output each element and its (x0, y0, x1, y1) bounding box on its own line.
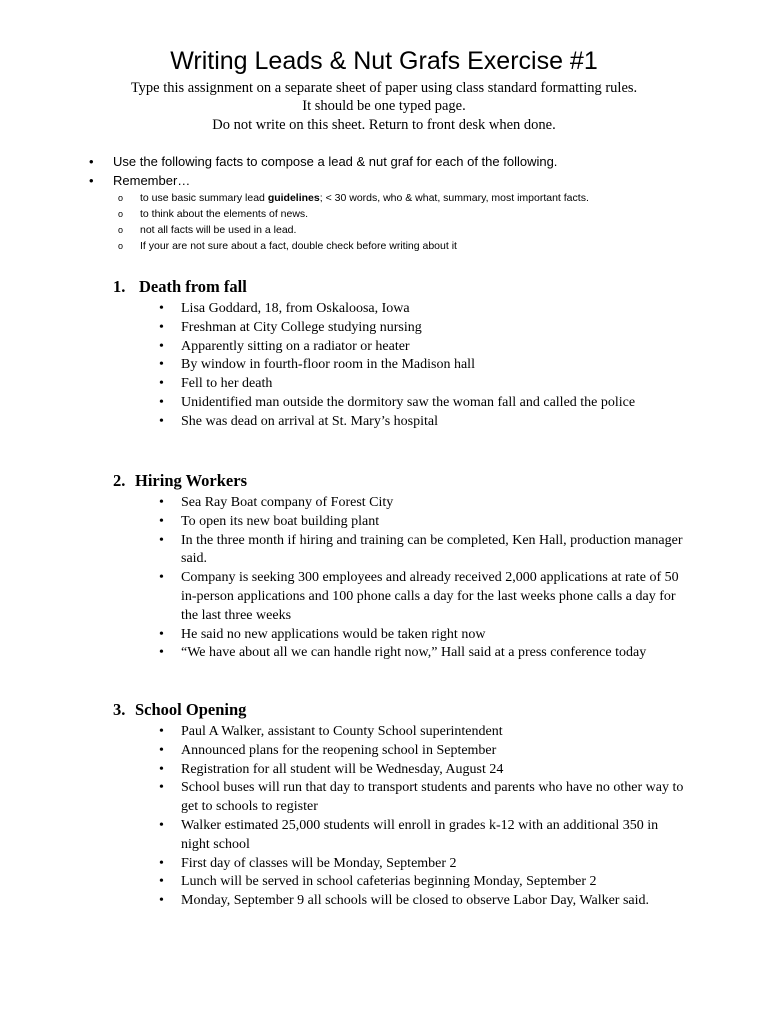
reminder-item (0, 222, 768, 238)
fact-list (0, 494, 768, 663)
reminder-item (0, 190, 768, 206)
fact-item: • First day of classes will be Monday, September 2 (0, 855, 768, 874)
intro-bullet (0, 152, 768, 171)
section-number: 2. (113, 471, 126, 490)
reminder-text: to think about the elements of news. (140, 208, 309, 220)
fact-item: • Apparently sitting on a radiator or heater (0, 338, 768, 357)
fact-item: • Paul A Walker, assistant to County School superintendent (0, 723, 768, 742)
reminder-text: to use basic summary lead guidelines; < 30 words, who & what, summary, most important facts. (140, 192, 589, 204)
section-heading (0, 274, 768, 300)
bullet-icon: • (159, 338, 164, 354)
intro-bullet-list (0, 152, 768, 254)
intro-bullet (0, 171, 768, 190)
fact-item: • Walker estimated 25,000 students will enroll in grades k-12 with an additional 350 in night school (159, 817, 659, 852)
fact-item: • Lisa Goddard, 18, from Oskaloosa, Iowa (0, 300, 768, 319)
bullet-icon: • (159, 319, 164, 335)
circle-bullet-icon: o (118, 241, 124, 251)
section-death-from-fall (0, 274, 768, 432)
reminder-item (0, 206, 768, 222)
bullet-icon: • (159, 495, 164, 510)
bullet-icon: • (89, 173, 94, 188)
bullet-icon: • (159, 761, 164, 777)
bullet-icon: • (159, 874, 164, 890)
fact-item: • Registration for all student will be Wednesday, August 24 (0, 761, 768, 780)
fact-item: • To open its new boat building plant (0, 513, 768, 532)
instruction-line: It should be one typed page. (302, 98, 466, 114)
bullet-icon: • (89, 154, 94, 169)
fact-list (0, 300, 768, 432)
section-title: School Opening (135, 700, 247, 719)
fact-item: • Announced plans for the reopening school in September (0, 742, 768, 761)
fact-list (0, 723, 768, 911)
fact-item: • By window in fourth-floor room in the Madison hall (0, 356, 768, 375)
section-heading (0, 697, 768, 723)
fact-item: • School buses will run that day to transport students and parents who have no other way to get to schools to register (159, 780, 684, 815)
section-number: 1. (113, 277, 126, 296)
bullet-icon: • (159, 357, 164, 373)
intro-bullet-text: Use the following facts to compose a lead & nut graf for each of the following. (113, 154, 558, 169)
bullet-icon: • (159, 742, 164, 758)
circle-bullet-icon: o (118, 225, 124, 235)
fact-item: • Freshman at City College studying nursing (0, 319, 768, 338)
reminder-text: not all facts will be used in a lead. (140, 224, 297, 236)
bullet-icon: • (159, 376, 164, 392)
bullet-icon: • (159, 780, 164, 796)
fact-item: • Company is seeking 300 employees and already received 2,000 applications at rate of 50 in-person applications and 100 phone calls a day for the last weeks phone calls a day for the last three weeks (159, 570, 679, 623)
intro-bullet-text: Remember… (113, 173, 191, 188)
bullet-icon: • (159, 893, 164, 909)
fact-item: • In the three month if hiring and training can be completed, Ken Hall, production manager said. (159, 532, 683, 567)
circle-bullet-icon: o (118, 193, 124, 203)
reminder-item (0, 238, 768, 254)
page-title: Writing Leads & Nut Grafs Exercise #1 (170, 47, 598, 75)
bullet-icon: • (159, 724, 164, 739)
fact-item: • Fell to her death (0, 375, 768, 394)
section-school-opening (0, 697, 768, 911)
section-hiring-workers (0, 468, 768, 663)
bullet-icon: • (159, 817, 164, 833)
bullet-icon: • (159, 301, 164, 316)
fact-item: • Monday, September 9 all schools will be closed to observe Labor Day, Walker said. (0, 892, 768, 911)
section-title: Hiring Workers (135, 471, 247, 490)
fact-item: • He said no new applications would be taken right now (0, 626, 768, 645)
fact-item: • “We have about all we can handle right now,” Hall said at a press conference today (0, 644, 768, 663)
fact-item: • Sea Ray Boat company of Forest City (0, 494, 768, 513)
bullet-icon: • (159, 394, 164, 410)
bullet-icon: • (159, 413, 164, 429)
fact-item: • Lunch will be served in school cafeterias beginning Monday, September 2 (0, 873, 768, 892)
guidelines-bold: guidelines (267, 192, 320, 204)
instruction-line: Type this assignment on a separate sheet of paper using class standard formatting rules. (130, 80, 638, 96)
reminder-text: If your are not sure about a fact, double check before writing about it (140, 240, 457, 252)
fact-item: • Unidentified man outside the dormitory saw the woman fall and called the police (0, 394, 768, 413)
section-title: Death from fall (139, 277, 247, 296)
bullet-icon: • (159, 645, 164, 661)
bullet-icon: • (159, 570, 164, 586)
bullet-icon: • (159, 626, 164, 642)
section-number: 3. (113, 700, 126, 719)
section-heading (0, 468, 768, 494)
bullet-icon: • (159, 513, 164, 529)
circle-bullet-icon: o (118, 209, 124, 219)
fact-item: • She was dead on arrival at St. Mary’s hospital (0, 413, 768, 432)
instruction-line: Do not write on this sheet. Return to front desk when done. (212, 117, 556, 133)
bullet-icon: • (159, 855, 164, 871)
bullet-icon: • (159, 532, 164, 548)
